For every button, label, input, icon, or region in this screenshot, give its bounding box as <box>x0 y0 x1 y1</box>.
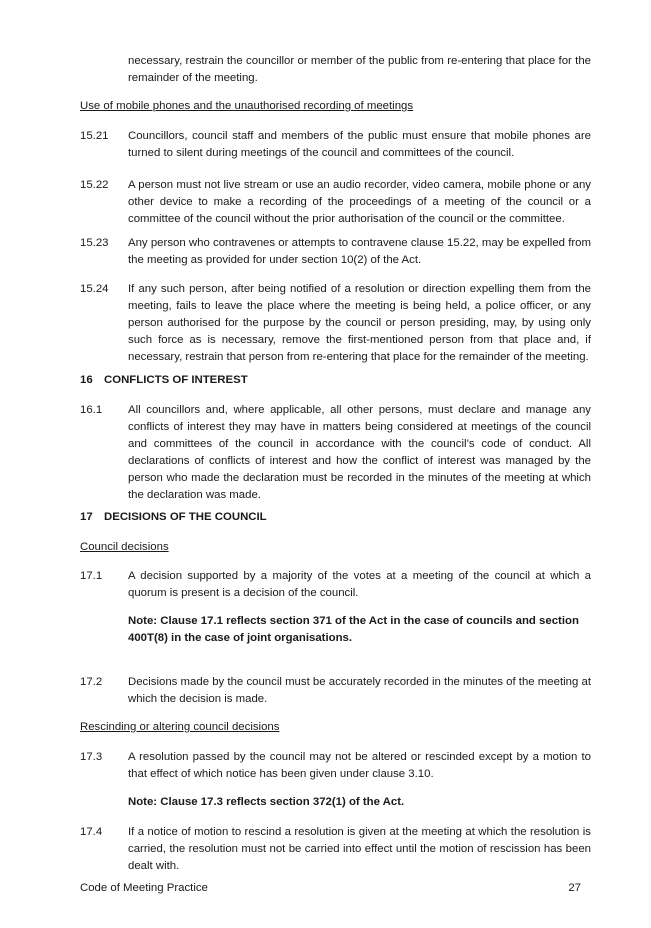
clause-number: 15.24 <box>80 283 109 295</box>
clause-text: If any such person, after being notified of a resolution or direction expelling them from the meeting, fails to leave the place where the meeting is being held, a police officer, or any person authorised for the purpose by the council or person presiding, may, by using only such force as is necessary, remove the first-mentioned person from that place and, if necessary, restrain that person from re-entering that place for the remainder of the meeting. <box>128 283 591 363</box>
subheading-rescinding: Rescinding or altering council decisions <box>80 721 280 733</box>
footer-document-title: Code of Meeting Practice <box>80 882 208 894</box>
clause-text: All councillors and, where applicable, all other persons, must declare and manage any conflicts of interest they may have in matters being considered at meetings of the council and committees of the council in accordance with the council’s code of conduct. All declarations of conflicts of interest and how the conflict of interest was managed by the person who made the declaration must be recorded in the minutes of the meeting at which the declaration was made. <box>128 404 591 501</box>
clause-number: 15.22 <box>80 179 109 191</box>
clause-number: 15.23 <box>80 237 109 249</box>
clause-text: Any person who contravenes or attempts to contravene clause 15.22, may be expelled from the meeting as provided for under section 10(2) of the Act. <box>128 237 591 266</box>
clause-number: 17.3 <box>80 751 103 763</box>
note-17-3: Note: Clause 17.3 reflects section 372(1) of the Act. <box>128 796 405 808</box>
continuation-text: necessary, restrain the councillor or member of the public from re-entering that place for the remainder of the meeting. <box>128 55 591 84</box>
section-title: DECISIONS OF THE COUNCIL <box>104 511 267 523</box>
clause-number: 16.1 <box>80 404 103 416</box>
clause-text: A decision supported by a majority of the votes at a meeting of the council at which a quorum is present is a decision of the council. <box>128 570 591 599</box>
clause-text: If a notice of motion to rescind a resolution is given at the meeting at which the resolution is carried, the resolution must not be carried into effect until the motion of rescission has been dealt with. <box>128 826 591 872</box>
subheading-council-decisions: Council decisions <box>80 541 169 553</box>
clause-text: Decisions made by the council must be accurately recorded in the minutes of the meeting at which the decision is made. <box>128 676 591 705</box>
footer-page-number: 27 <box>568 882 581 894</box>
section-number: 17 <box>80 511 93 523</box>
section-heading-16 <box>80 372 591 389</box>
clause-text: A resolution passed by the council may not be altered or rescinded except by a motion to that effect of which notice has been given under clause 3.10. <box>128 751 591 780</box>
clause-text: A person must not live stream or use an audio recorder, video camera, mobile phone or any other device to make a recording of the proceedings of a meeting of the council or a committee of the council without the prior authorisation of the council or the committee. <box>128 179 591 225</box>
clause-number: 17.2 <box>80 676 103 688</box>
clause-number: 15.21 <box>80 130 109 142</box>
subheading-mobile-phones: Use of mobile phones and the unauthorised recording of meetings <box>80 100 414 112</box>
clause-number: 17.4 <box>80 826 103 838</box>
clause-text: Councillors, council staff and members of the public must ensure that mobile phones are turned to silent during meetings of the council and committees of the council. <box>128 130 591 159</box>
clause-number: 17.1 <box>80 570 103 582</box>
section-heading-17 <box>80 509 591 526</box>
section-number: 16 <box>80 374 93 386</box>
section-title: CONFLICTS OF INTEREST <box>104 374 248 386</box>
note-17-1: Note: Clause 17.1 reflects section 371 of the Act in the case of councils and section 400T(8) in the case of joint organisations. <box>128 615 579 644</box>
